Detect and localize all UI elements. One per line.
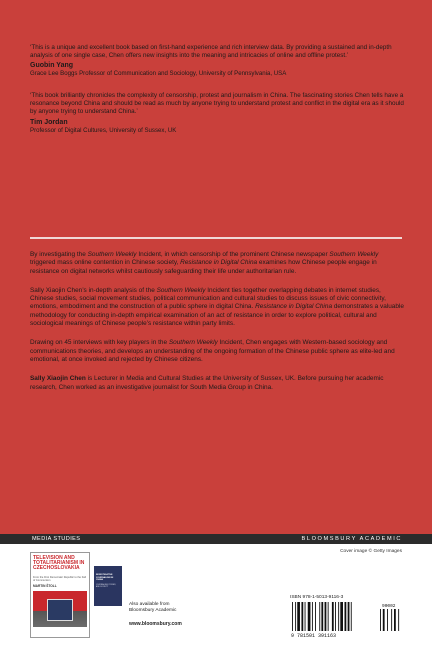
endorser-affiliation: Professor of Digital Cultures, University of Sussex, UK [30,126,177,134]
related-book-cover [30,552,90,638]
barcode [290,602,402,638]
barcode-bar [295,602,296,631]
endorser-affiliation: Grace Lee Boggs Professor of Communication and Sociology, University of Pennsylvania, USA [30,70,287,78]
barcode-bar [351,602,352,631]
isbn: ISBN 978-1-5013-9116-3 [290,595,344,600]
barcode-addon-bar [380,609,381,631]
barcode-bar [348,602,350,631]
endorser-name: Guobin Yang [30,62,74,70]
blurb [30,251,404,403]
barcode-addon-bar [383,609,385,631]
cover-credit: Cover image © Getty Images [340,549,402,554]
barcode-bar [328,602,329,631]
barcode-bar [340,602,343,631]
related-book-subtitle: From the First Democratic Republic to the Fall of Communism [33,576,86,582]
author-bio: Sally Xiaojin Chen is Lecturer in Media and Cultural Studies at the University of Sussex, UK. Before pursuing her academic research, Chen worked as an investigative journalist for South Media Group in China. [30,375,384,391]
related-book-subtitle: JOURNALISM, POWER, AND SOCIETY [96,584,116,589]
blurb-paragraph: Drawing on 45 interviews with key players in the Southern Weekly Incident, Chen engages with Western-based sociology and communications theories, and develops an understanding of the ongoing formation of the Chinese public sphere as elite-led and emotional, at once invoked and rejected by Chinese citizens. [30,339,395,363]
publisher-name: BLOOMSBURY ACADEMIC [301,535,402,542]
barcode-addon-bar [398,609,399,631]
barcode-bar [312,602,313,631]
barcode-addon-bar [391,609,392,631]
endorsement-quote: ‘This is a unique and excellent book based on first-hand experience and rich interview data. By providing a sustained and in-depth analysis of one single case, Chen offers new insights into the meaning and intricacies of online and offline protest.’ [30,44,392,60]
related-book-title: TELEVISION AND TOTALITARIANISM IN CZECHOSLOVAKIA [33,555,85,572]
publisher-panel [0,544,432,648]
barcode-bar [319,602,320,631]
related-book-author: MARTIN ŠTOLL [33,584,57,588]
related-book-image [33,591,87,627]
barcode-bar [335,602,336,631]
barcode-addon: 90002 [382,604,396,609]
subject-category: MEDIA STUDIES [32,535,81,542]
barcode-digits: 9 781501 391163 [291,633,337,638]
endorser-name: Tim Jordan [30,118,68,126]
barcode-bar [321,602,323,631]
endorsement-quote: ‘This book brilliantly chronicles the complexity of censorship, protest and journalism in China. The fascinating stories Chen tells have a resonance beyond China and should be read as much by anyone trying to understand protest and conflict in the digital era as it should by anyone trying to understand China.’ [30,92,404,116]
barcode-bar [305,602,306,631]
barcode-addon-bar [387,609,388,631]
related-book-cover [94,566,122,606]
also-available: Also available from Bloomsbury Academic [129,602,177,613]
barcode-bar [297,602,300,631]
barcode-bar [308,602,311,631]
barcode-bar [338,602,339,631]
blurb-paragraph: Sally Xiaojin Chen’s in-depth analysis of the Southern Weekly Incident ties together overlapping debates in internet studies, Chinese studies, social movement studies, political communication and cultural studies to discuss issues of civic connectivity, emotions, embodiment and the construction of a public sphere in digital China. Resistance in Digital China demonstrates a valuable methodology for conducting in-depth empirical examination of an act of resistance in order to explore political, cultural and sociological meanings of Chinese people’s resistance within party limits. [30,286,404,328]
barcode-addon-bar [394,609,396,631]
barcode-bar [301,602,303,631]
divider-rule [30,237,402,239]
category-bar [0,534,432,544]
barcode-bar [325,602,327,631]
publisher-url: www.bloomsbury.com [129,621,182,627]
barcode-bar [315,602,316,631]
barcode-bar [345,602,347,631]
barcode-bar [292,602,293,631]
author-name: Sally Xiaojin Chen [30,375,86,383]
related-book-title: INVESTIGATIVE JOURNALISM IN CHINA [96,574,114,582]
barcode-bar [332,602,334,631]
endorsements [30,44,406,134]
blurb-paragraph: By investigating the Southern Weekly Incident, in which censorship of the prominent Chinese newspaper Southern Weekly triggered mass online contention in Chinese society, Resistance in Digital China examines how Chinese people engage in resistance on digital networks whilst cautiously safeguarding their life under authoritarian rule. [30,251,379,275]
